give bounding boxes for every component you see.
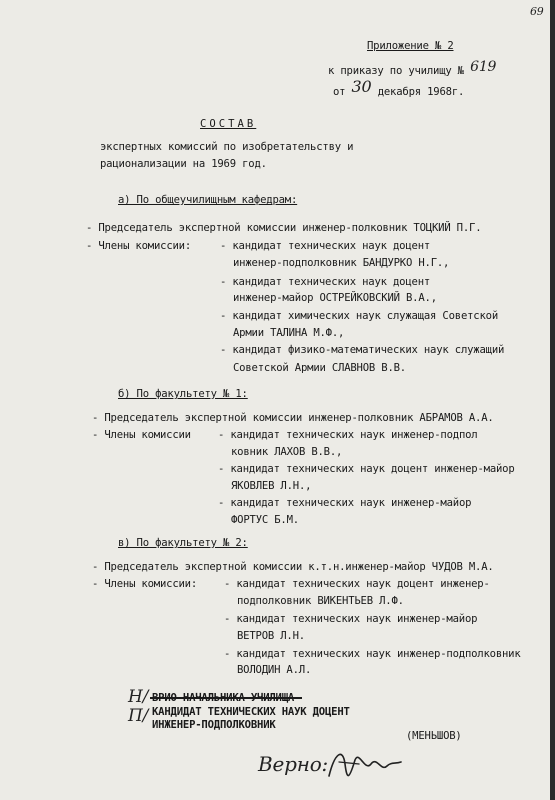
section-b-heading: б) По факультету № 1: — [118, 388, 248, 400]
date-suffix: декабря 1968г. — [377, 86, 465, 98]
section-a-member-4: - кандидат физико-математических наук служащий — [220, 344, 505, 356]
section-b-chair: - Председатель экспертной комиссии инженер-полковник АБРАМОВ А.А. — [92, 412, 494, 424]
section-c-member-3: - кандидат технических наук инженер-подполковник — [224, 648, 521, 660]
section-a-member-4-cont: Советской Армии СЛАВНОВ В.В. — [233, 362, 406, 374]
order-number: 619 — [470, 59, 497, 75]
section-a-member-1-cont: инженер-подполковник БАНДУРКО Н.Г., — [233, 257, 450, 269]
section-c-members-label: - Члены комиссии: — [92, 578, 198, 590]
certified-note: Верно: — [258, 752, 329, 776]
section-b-member-2-cont: ЯКОВЛЕВ Л.Н., — [231, 480, 312, 492]
subtitle-line-2: рационализации на 1969 год. — [100, 158, 267, 170]
section-b-member-3-cont: ФОРТУС Б.М. — [231, 514, 299, 526]
section-a-members-label: - Члены комиссии: — [86, 240, 192, 252]
section-b-member-1-cont: ковник ЛАХОВ В.В., — [231, 446, 343, 458]
date-prefix: от — [333, 86, 346, 98]
section-a-heading: а) По общеучилищным кафедрам: — [118, 194, 298, 206]
section-a-member-2: - кандидат технических наук доцент — [220, 276, 431, 288]
order-line — [328, 59, 497, 77]
section-c-chair: - Председатель экспертной комиссии к.т.н.инженер-майор ЧУДОВ М.А. — [92, 561, 494, 573]
section-b-member-2: - кандидат технических наук доцент инженер-майор — [218, 463, 515, 475]
page-number: 69 — [530, 5, 544, 18]
section-c-member-1-cont: подполковник ВИКЕНТЬЕВ Л.Ф. — [237, 595, 404, 607]
signature-title-2: КАНДИДАТ ТЕХНИЧЕСКИХ НАУК ДОЦЕНТ — [152, 706, 350, 718]
signatory-name: (МЕНЬШОВ) — [406, 730, 462, 742]
subtitle-line-1: экспертных комиссий по изобретательству и — [100, 141, 354, 153]
strikethrough-line — [150, 697, 302, 699]
date-day: 30 — [351, 77, 372, 96]
section-c-member-1: - кандидат технических наук доцент инженер- — [224, 578, 490, 590]
section-a-member-2-cont: инженер-майор ОСТРЕЙКОВСКИЙ В.А., — [233, 292, 437, 304]
section-b-members-label: - Члены комиссии — [92, 429, 191, 441]
section-c-heading: в) По факультету № 2: — [118, 537, 248, 549]
appendix-label: Приложение № 2 — [367, 40, 454, 52]
section-b-member-1: - кандидат технических наук инженер-подпол — [218, 429, 478, 441]
handwritten-marks: Н/ П/ — [128, 687, 149, 726]
section-a-chair: - Председатель экспертной комиссии инженер-полковник ТОЦКИЙ П.Г. — [86, 222, 482, 234]
scan-edge — [550, 0, 555, 800]
section-c-member-2-cont: ВЕТРОВ Л.Н. — [237, 630, 305, 642]
order-prefix: к приказу по училищу № — [328, 65, 464, 77]
date-line — [333, 77, 465, 98]
section-a-member-1: - кандидат технических наук доцент — [220, 240, 431, 252]
section-c-member-2: - кандидат технических наук инженер-майор — [224, 613, 478, 625]
section-c-member-3-cont: ВОЛОДИН А.Л. — [237, 664, 312, 676]
document-title: СОСТАВ — [200, 118, 257, 130]
section-a-member-3: - кандидат химических наук служащая Советской — [220, 310, 499, 322]
section-a-member-3-cont: Армии ТАЛИНА М.Ф., — [233, 327, 345, 339]
handwritten-signature — [325, 742, 405, 786]
signature-title-3: ИНЖЕНЕР-ПОДПОЛКОВНИК — [152, 719, 276, 731]
section-b-member-3: - кандидат технических наук инженер-майор — [218, 497, 472, 509]
